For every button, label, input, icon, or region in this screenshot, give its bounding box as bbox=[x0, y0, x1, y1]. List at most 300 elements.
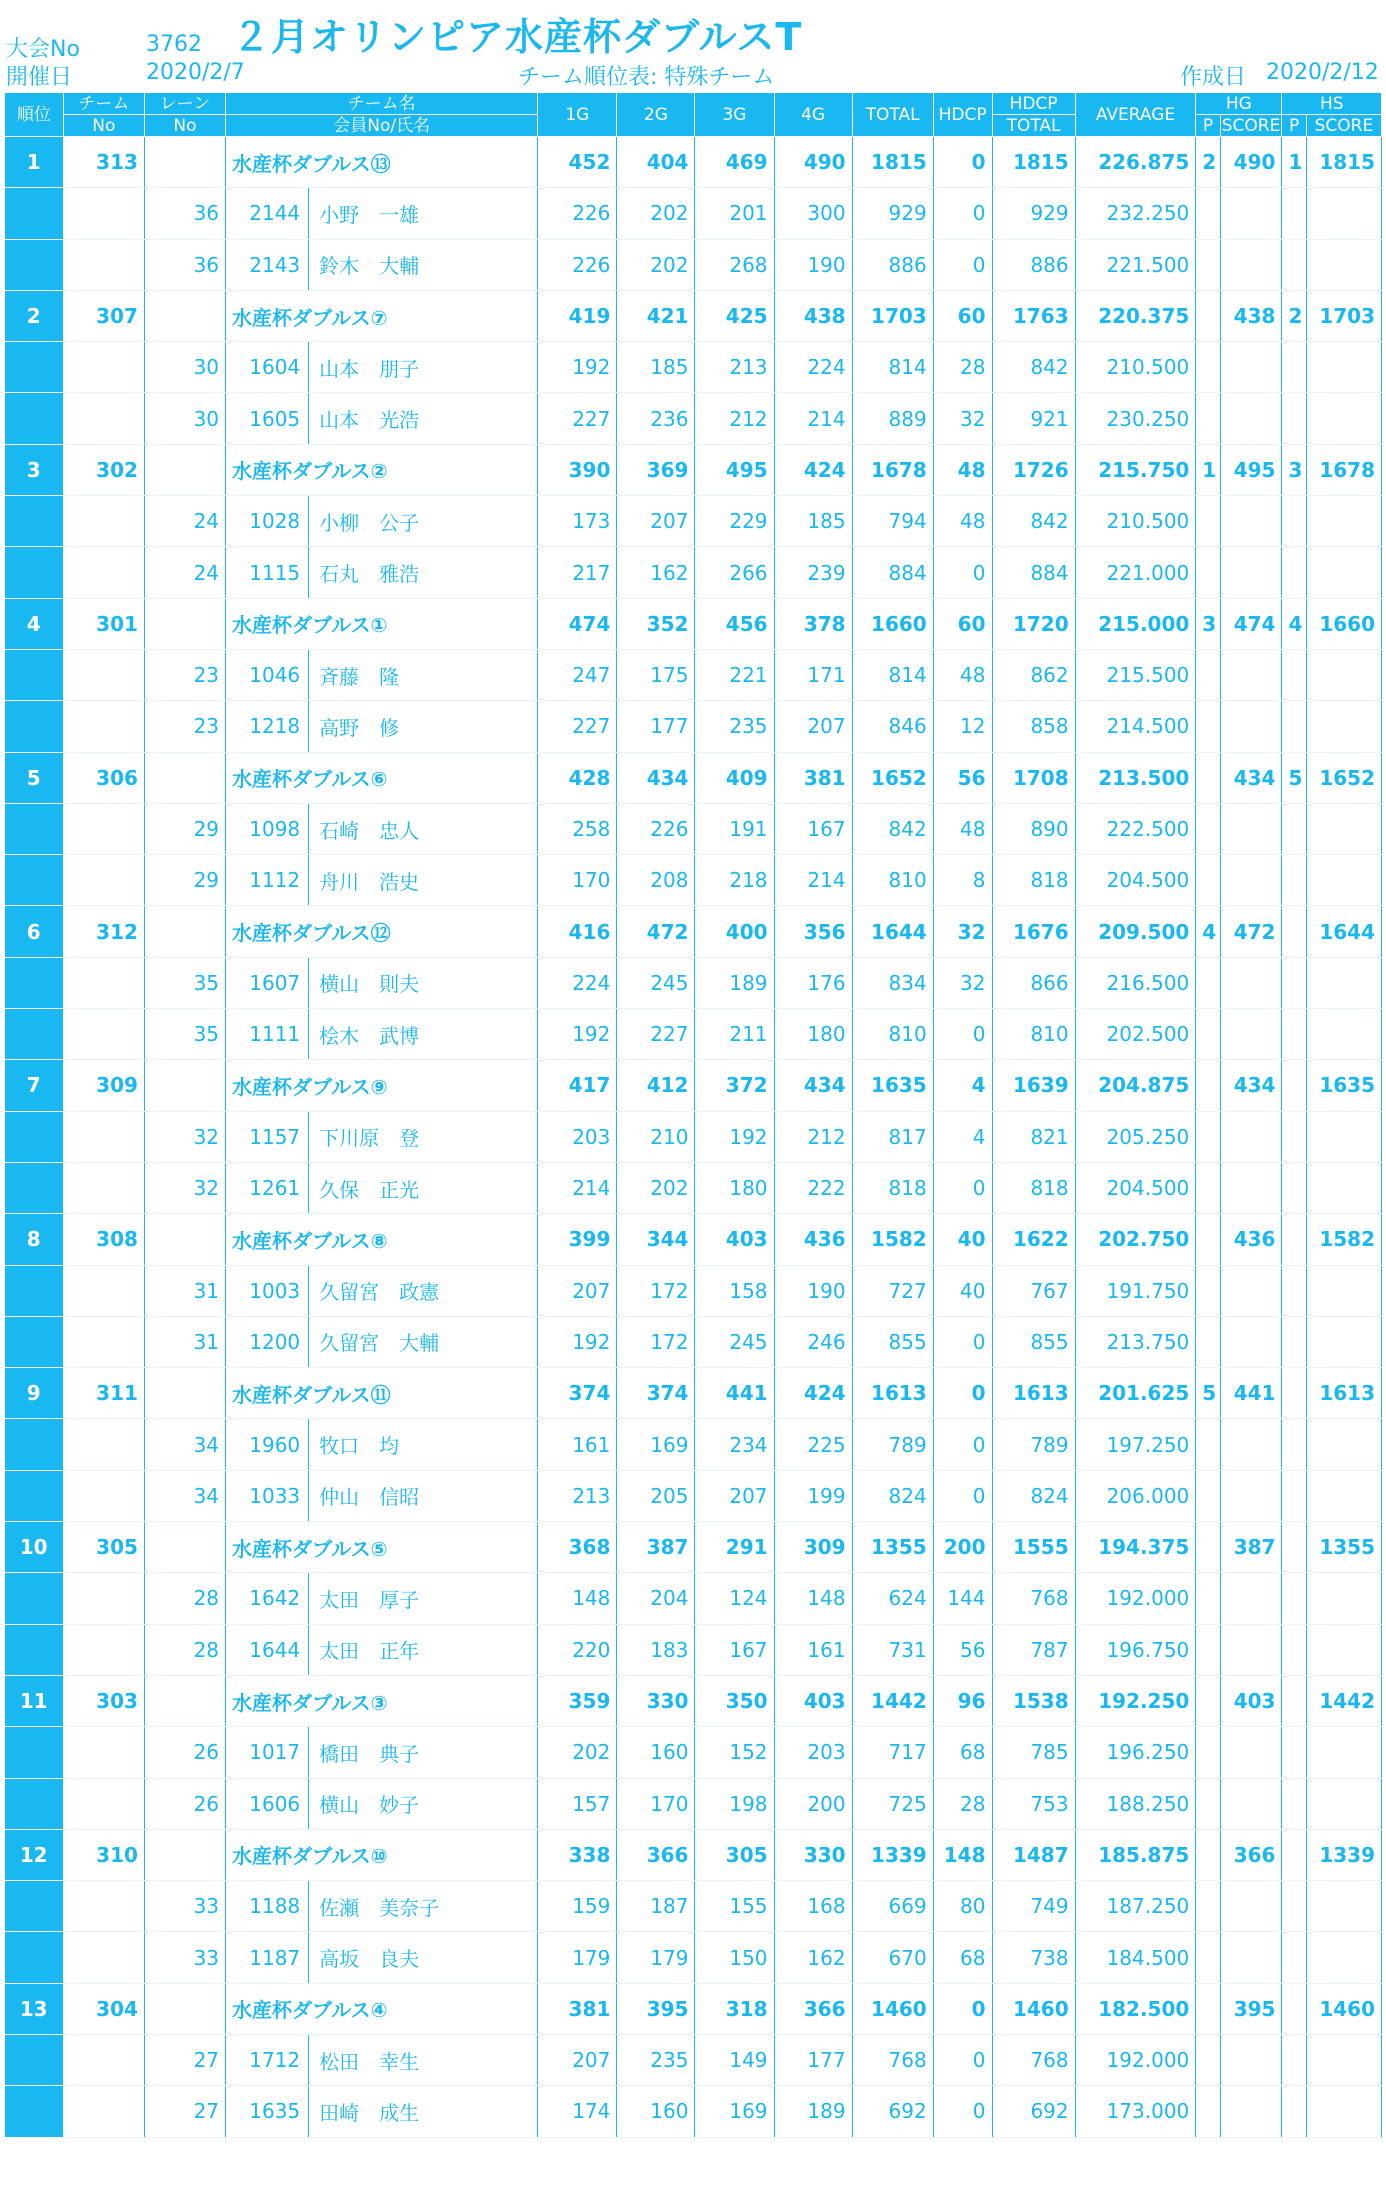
member-no: 1003 bbox=[226, 1265, 309, 1316]
hg-p bbox=[1196, 1522, 1220, 1573]
member-no: 1111 bbox=[226, 1009, 309, 1060]
team-row bbox=[5, 752, 1382, 803]
hs-score: 1635 bbox=[1306, 1060, 1381, 1111]
game-4: 180 bbox=[774, 1009, 852, 1060]
total: 1582 bbox=[852, 1214, 933, 1265]
member-no: 2144 bbox=[226, 188, 309, 239]
hdcp-total: 858 bbox=[992, 701, 1075, 752]
hs-p-empty bbox=[1282, 239, 1306, 290]
game-3: 372 bbox=[695, 1060, 774, 1111]
average: 213.750 bbox=[1075, 1316, 1196, 1367]
hdcp: 0 bbox=[933, 1419, 992, 1470]
lane-empty bbox=[144, 1829, 225, 1880]
game-1: 338 bbox=[538, 1829, 617, 1880]
hs-score-empty bbox=[1306, 1778, 1381, 1829]
member-name: 久留宮 政憲 bbox=[309, 1265, 538, 1316]
hs-p bbox=[1282, 1983, 1306, 2034]
game-3: 403 bbox=[695, 1214, 774, 1265]
hdcp-total: 842 bbox=[992, 496, 1075, 547]
game-2: 172 bbox=[617, 1265, 695, 1316]
game-1: 247 bbox=[538, 649, 617, 700]
game-4: 200 bbox=[774, 1778, 852, 1829]
game-2: 210 bbox=[617, 1111, 695, 1162]
total: 669 bbox=[852, 1881, 933, 1932]
col-hs-p: P bbox=[1282, 115, 1306, 137]
team-no: 301 bbox=[63, 598, 144, 649]
game-1: 419 bbox=[538, 290, 617, 341]
team-name: 水産杯ダブルス① bbox=[226, 598, 538, 649]
member-no: 1635 bbox=[226, 2086, 309, 2137]
lane-no: 29 bbox=[144, 803, 225, 854]
game-2: 387 bbox=[617, 1522, 695, 1573]
team-no-empty bbox=[63, 1470, 144, 1521]
hdcp-total: 768 bbox=[992, 2034, 1075, 2085]
game-3: 221 bbox=[695, 649, 774, 700]
game-3: 268 bbox=[695, 239, 774, 290]
hs-p-empty bbox=[1282, 1778, 1306, 1829]
team-no-empty bbox=[63, 2086, 144, 2137]
rank-cell: 11 bbox=[5, 1675, 64, 1726]
team-name: 水産杯ダブルス⑤ bbox=[226, 1522, 538, 1573]
total: 842 bbox=[852, 803, 933, 854]
created-date: 2020/2/12 bbox=[1266, 60, 1379, 85]
team-name: 水産杯ダブルス③ bbox=[226, 1675, 538, 1726]
hs-score-empty bbox=[1306, 2034, 1381, 2085]
hs-p-empty bbox=[1282, 1162, 1306, 1213]
lane-no: 36 bbox=[144, 239, 225, 290]
team-no-empty bbox=[63, 2034, 144, 2085]
hdcp-total: 1460 bbox=[992, 1983, 1075, 2034]
hs-score-empty bbox=[1306, 393, 1381, 444]
hg-p-empty bbox=[1196, 1881, 1220, 1932]
game-4: 378 bbox=[774, 598, 852, 649]
col-hdcp: HDCP bbox=[933, 93, 992, 137]
hs-p-empty bbox=[1282, 1932, 1306, 1983]
game-1: 220 bbox=[538, 1624, 617, 1675]
game-1: 374 bbox=[538, 1368, 617, 1419]
hg-score-empty bbox=[1220, 547, 1282, 598]
lane-no: 34 bbox=[144, 1470, 225, 1521]
rank-empty bbox=[5, 1162, 64, 1213]
lane-empty bbox=[144, 1522, 225, 1573]
average: 213.500 bbox=[1075, 752, 1196, 803]
hs-score: 1582 bbox=[1306, 1214, 1381, 1265]
hg-score: 387 bbox=[1220, 1522, 1282, 1573]
member-row bbox=[5, 1419, 1382, 1470]
member-name: 横山 則夫 bbox=[309, 957, 538, 1008]
member-name: 石崎 忠人 bbox=[309, 803, 538, 854]
hs-score-empty bbox=[1306, 1470, 1381, 1521]
team-row bbox=[5, 444, 1382, 495]
hg-score-empty bbox=[1220, 1624, 1282, 1675]
col-team-name-top: チーム名 bbox=[226, 93, 538, 115]
rank-empty bbox=[5, 393, 64, 444]
lane-empty bbox=[144, 752, 225, 803]
hg-score-empty bbox=[1220, 1009, 1282, 1060]
hg-p-empty bbox=[1196, 1419, 1220, 1470]
hg-p-empty bbox=[1196, 1111, 1220, 1162]
average: 202.750 bbox=[1075, 1214, 1196, 1265]
total: 1339 bbox=[852, 1829, 933, 1880]
lane-empty bbox=[144, 1983, 225, 2034]
member-name: 横山 妙子 bbox=[309, 1778, 538, 1829]
hs-p-empty bbox=[1282, 1265, 1306, 1316]
hg-score-empty bbox=[1220, 1778, 1282, 1829]
rank-empty bbox=[5, 1778, 64, 1829]
member-name: 鈴木 大輔 bbox=[309, 239, 538, 290]
total: 1652 bbox=[852, 752, 933, 803]
total: 1644 bbox=[852, 906, 933, 957]
hs-p-empty bbox=[1282, 1009, 1306, 1060]
member-name: 久保 正光 bbox=[309, 1162, 538, 1213]
lane-no: 23 bbox=[144, 649, 225, 700]
total: 817 bbox=[852, 1111, 933, 1162]
hdcp-total: 1555 bbox=[992, 1522, 1075, 1573]
game-1: 416 bbox=[538, 906, 617, 957]
standings-table bbox=[4, 92, 1382, 2138]
hdcp: 0 bbox=[933, 1368, 992, 1419]
game-3: 212 bbox=[695, 393, 774, 444]
col-2g: 2G bbox=[617, 93, 695, 137]
hs-score-empty bbox=[1306, 803, 1381, 854]
team-no: 304 bbox=[63, 1983, 144, 2034]
hg-score-empty bbox=[1220, 496, 1282, 547]
average: 205.250 bbox=[1075, 1111, 1196, 1162]
hg-score-empty bbox=[1220, 1265, 1282, 1316]
game-3: 305 bbox=[695, 1829, 774, 1880]
hdcp-total: 785 bbox=[992, 1727, 1075, 1778]
team-name: 水産杯ダブルス④ bbox=[226, 1983, 538, 2034]
hs-score-empty bbox=[1306, 957, 1381, 1008]
col-1g: 1G bbox=[538, 93, 617, 137]
team-no: 306 bbox=[63, 752, 144, 803]
rank-cell: 2 bbox=[5, 290, 64, 341]
game-3: 456 bbox=[695, 598, 774, 649]
lane-no: 28 bbox=[144, 1624, 225, 1675]
hs-score: 1660 bbox=[1306, 598, 1381, 649]
team-no: 309 bbox=[63, 1060, 144, 1111]
member-row bbox=[5, 701, 1382, 752]
hdcp: 56 bbox=[933, 1624, 992, 1675]
hs-p: 3 bbox=[1282, 444, 1306, 495]
hg-p-empty bbox=[1196, 1727, 1220, 1778]
hg-score-empty bbox=[1220, 1727, 1282, 1778]
game-3: 201 bbox=[695, 188, 774, 239]
average: 210.500 bbox=[1075, 496, 1196, 547]
game-2: 369 bbox=[617, 444, 695, 495]
game-2: 183 bbox=[617, 1624, 695, 1675]
average: 232.250 bbox=[1075, 188, 1196, 239]
game-3: 218 bbox=[695, 855, 774, 906]
game-2: 172 bbox=[617, 1316, 695, 1367]
game-4: 176 bbox=[774, 957, 852, 1008]
rank-cell: 4 bbox=[5, 598, 64, 649]
game-4: 403 bbox=[774, 1675, 852, 1726]
member-no: 1017 bbox=[226, 1727, 309, 1778]
hg-p-empty bbox=[1196, 855, 1220, 906]
game-3: 167 bbox=[695, 1624, 774, 1675]
team-no-empty bbox=[63, 1624, 144, 1675]
hs-p-empty bbox=[1282, 1573, 1306, 1624]
total: 670 bbox=[852, 1932, 933, 1983]
game-2: 177 bbox=[617, 701, 695, 752]
hs-score: 1460 bbox=[1306, 1983, 1381, 2034]
hg-score: 366 bbox=[1220, 1829, 1282, 1880]
col-rank: 順位 bbox=[5, 93, 64, 137]
hs-score: 1339 bbox=[1306, 1829, 1381, 1880]
hs-score: 1442 bbox=[1306, 1675, 1381, 1726]
hdcp-total: 884 bbox=[992, 547, 1075, 598]
total: 1660 bbox=[852, 598, 933, 649]
hs-p bbox=[1282, 1214, 1306, 1265]
team-no-empty bbox=[63, 1009, 144, 1060]
hs-score: 1815 bbox=[1306, 137, 1381, 188]
lane-no: 34 bbox=[144, 1419, 225, 1470]
team-no-empty bbox=[63, 1932, 144, 1983]
game-2: 185 bbox=[617, 342, 695, 393]
team-name: 水産杯ダブルス② bbox=[226, 444, 538, 495]
game-4: 168 bbox=[774, 1881, 852, 1932]
hs-score-empty bbox=[1306, 855, 1381, 906]
hdcp: 32 bbox=[933, 957, 992, 1008]
hs-score-empty bbox=[1306, 1162, 1381, 1213]
hdcp: 60 bbox=[933, 290, 992, 341]
table-header bbox=[5, 93, 1382, 137]
col-total: TOTAL bbox=[852, 93, 933, 137]
hs-p: 5 bbox=[1282, 752, 1306, 803]
hs-score: 1652 bbox=[1306, 752, 1381, 803]
hs-p: 4 bbox=[1282, 598, 1306, 649]
total: 810 bbox=[852, 1009, 933, 1060]
hdcp: 0 bbox=[933, 2034, 992, 2085]
hg-score-empty bbox=[1220, 803, 1282, 854]
game-3: 150 bbox=[695, 1932, 774, 1983]
member-no: 1960 bbox=[226, 1419, 309, 1470]
average: 173.000 bbox=[1075, 2086, 1196, 2137]
team-no: 303 bbox=[63, 1675, 144, 1726]
hs-score-empty bbox=[1306, 1932, 1381, 1983]
member-no: 1112 bbox=[226, 855, 309, 906]
hg-p-empty bbox=[1196, 803, 1220, 854]
team-no-empty bbox=[63, 342, 144, 393]
hdcp: 48 bbox=[933, 496, 992, 547]
average: 221.000 bbox=[1075, 547, 1196, 598]
hdcp: 148 bbox=[933, 1829, 992, 1880]
hg-p bbox=[1196, 752, 1220, 803]
game-4: 212 bbox=[774, 1111, 852, 1162]
col-average: AVERAGE bbox=[1075, 93, 1196, 137]
game-3: 400 bbox=[695, 906, 774, 957]
game-2: 207 bbox=[617, 496, 695, 547]
hg-score: 474 bbox=[1220, 598, 1282, 649]
team-no-empty bbox=[63, 649, 144, 700]
hg-p-empty bbox=[1196, 701, 1220, 752]
lane-no: 33 bbox=[144, 1932, 225, 1983]
game-1: 359 bbox=[538, 1675, 617, 1726]
hs-score-empty bbox=[1306, 496, 1381, 547]
hdcp: 0 bbox=[933, 2086, 992, 2137]
hdcp: 40 bbox=[933, 1265, 992, 1316]
total: 824 bbox=[852, 1470, 933, 1521]
member-no: 1606 bbox=[226, 1778, 309, 1829]
hs-p-empty bbox=[1282, 855, 1306, 906]
game-2: 235 bbox=[617, 2034, 695, 2085]
team-name: 水産杯ダブルス⑬ bbox=[226, 137, 538, 188]
hs-p bbox=[1282, 906, 1306, 957]
member-row bbox=[5, 1009, 1382, 1060]
hdcp-total: 787 bbox=[992, 1624, 1075, 1675]
member-row bbox=[5, 547, 1382, 598]
game-2: 202 bbox=[617, 188, 695, 239]
game-2: 412 bbox=[617, 1060, 695, 1111]
hg-p-empty bbox=[1196, 1009, 1220, 1060]
game-3: 152 bbox=[695, 1727, 774, 1778]
lane-no: 27 bbox=[144, 2034, 225, 2085]
team-no: 307 bbox=[63, 290, 144, 341]
team-no: 310 bbox=[63, 1829, 144, 1880]
total: 624 bbox=[852, 1573, 933, 1624]
hg-p-empty bbox=[1196, 188, 1220, 239]
hs-score-empty bbox=[1306, 701, 1381, 752]
hg-score-empty bbox=[1220, 2086, 1282, 2137]
game-3: 441 bbox=[695, 1368, 774, 1419]
average: 204.500 bbox=[1075, 1162, 1196, 1213]
member-row bbox=[5, 342, 1382, 393]
hg-p: 5 bbox=[1196, 1368, 1220, 1419]
hg-score: 434 bbox=[1220, 1060, 1282, 1111]
hdcp: 4 bbox=[933, 1060, 992, 1111]
table-body bbox=[5, 137, 1382, 2138]
hs-p-empty bbox=[1282, 803, 1306, 854]
game-1: 227 bbox=[538, 701, 617, 752]
hg-p-empty bbox=[1196, 1162, 1220, 1213]
lane-no: 30 bbox=[144, 342, 225, 393]
lane-empty bbox=[144, 137, 225, 188]
game-4: 225 bbox=[774, 1419, 852, 1470]
average: 215.750 bbox=[1075, 444, 1196, 495]
rank-empty bbox=[5, 1265, 64, 1316]
member-no: 1187 bbox=[226, 1932, 309, 1983]
hg-score: 395 bbox=[1220, 1983, 1282, 2034]
game-1: 368 bbox=[538, 1522, 617, 1573]
hg-p-empty bbox=[1196, 1573, 1220, 1624]
team-no-empty bbox=[63, 1316, 144, 1367]
team-name: 水産杯ダブルス⑨ bbox=[226, 1060, 538, 1111]
hdcp: 0 bbox=[933, 1983, 992, 2034]
game-3: 191 bbox=[695, 803, 774, 854]
hdcp-total: 767 bbox=[992, 1265, 1075, 1316]
member-row bbox=[5, 393, 1382, 444]
hdcp-total: 855 bbox=[992, 1316, 1075, 1367]
game-1: 179 bbox=[538, 1932, 617, 1983]
rank-cell: 1 bbox=[5, 137, 64, 188]
average: 196.250 bbox=[1075, 1727, 1196, 1778]
hdcp-total: 1763 bbox=[992, 290, 1075, 341]
hdcp-total: 1815 bbox=[992, 137, 1075, 188]
rank-empty bbox=[5, 1881, 64, 1932]
hdcp-total: 1708 bbox=[992, 752, 1075, 803]
lane-no: 33 bbox=[144, 1881, 225, 1932]
game-1: 207 bbox=[538, 1265, 617, 1316]
hs-p-empty bbox=[1282, 547, 1306, 598]
game-3: 245 bbox=[695, 1316, 774, 1367]
col-3g: 3G bbox=[695, 93, 774, 137]
game-1: 174 bbox=[538, 2086, 617, 2137]
hdcp-total: 1622 bbox=[992, 1214, 1075, 1265]
game-3: 211 bbox=[695, 1009, 774, 1060]
team-no-empty bbox=[63, 1111, 144, 1162]
game-4: 185 bbox=[774, 496, 852, 547]
hs-p-empty bbox=[1282, 1727, 1306, 1778]
average: 184.500 bbox=[1075, 1932, 1196, 1983]
team-no-empty bbox=[63, 701, 144, 752]
average: 197.250 bbox=[1075, 1419, 1196, 1470]
hdcp: 60 bbox=[933, 598, 992, 649]
game-1: 417 bbox=[538, 1060, 617, 1111]
average: 204.500 bbox=[1075, 855, 1196, 906]
team-row bbox=[5, 1829, 1382, 1880]
lane-empty bbox=[144, 906, 225, 957]
game-1: 224 bbox=[538, 957, 617, 1008]
hg-score-empty bbox=[1220, 393, 1282, 444]
hdcp: 48 bbox=[933, 649, 992, 700]
hdcp-total: 810 bbox=[992, 1009, 1075, 1060]
game-1: 202 bbox=[538, 1727, 617, 1778]
member-row bbox=[5, 1932, 1382, 1983]
member-no: 1644 bbox=[226, 1624, 309, 1675]
hs-score-empty bbox=[1306, 342, 1381, 393]
col-team-no-top: チーム bbox=[63, 93, 144, 115]
member-name: 石丸 雅浩 bbox=[309, 547, 538, 598]
member-row bbox=[5, 1573, 1382, 1624]
game-2: 202 bbox=[617, 239, 695, 290]
rank-empty bbox=[5, 1111, 64, 1162]
game-4: 224 bbox=[774, 342, 852, 393]
game-4: 300 bbox=[774, 188, 852, 239]
game-4: 356 bbox=[774, 906, 852, 957]
hdcp: 0 bbox=[933, 1470, 992, 1521]
game-4: 167 bbox=[774, 803, 852, 854]
rank-empty bbox=[5, 855, 64, 906]
rank-cell: 8 bbox=[5, 1214, 64, 1265]
game-1: 170 bbox=[538, 855, 617, 906]
hg-p bbox=[1196, 290, 1220, 341]
member-no: 1200 bbox=[226, 1316, 309, 1367]
average: 206.000 bbox=[1075, 1470, 1196, 1521]
game-1: 399 bbox=[538, 1214, 617, 1265]
hg-p-empty bbox=[1196, 2086, 1220, 2137]
total: 768 bbox=[852, 2034, 933, 2085]
member-row bbox=[5, 855, 1382, 906]
hs-score-empty bbox=[1306, 188, 1381, 239]
hdcp: 0 bbox=[933, 137, 992, 188]
total: 1635 bbox=[852, 1060, 933, 1111]
game-3: 291 bbox=[695, 1522, 774, 1573]
member-no: 1046 bbox=[226, 649, 309, 700]
created-label: 作成日 bbox=[1180, 65, 1247, 90]
col-lane-top: レーン bbox=[144, 93, 225, 115]
member-row bbox=[5, 1624, 1382, 1675]
hdcp-total: 1538 bbox=[992, 1675, 1075, 1726]
hs-score: 1703 bbox=[1306, 290, 1381, 341]
average: 202.500 bbox=[1075, 1009, 1196, 1060]
member-name: 小柳 公子 bbox=[309, 496, 538, 547]
member-name: 舟川 浩史 bbox=[309, 855, 538, 906]
game-4: 177 bbox=[774, 2034, 852, 2085]
hg-score-empty bbox=[1220, 1573, 1282, 1624]
game-2: 472 bbox=[617, 906, 695, 957]
member-row bbox=[5, 803, 1382, 854]
